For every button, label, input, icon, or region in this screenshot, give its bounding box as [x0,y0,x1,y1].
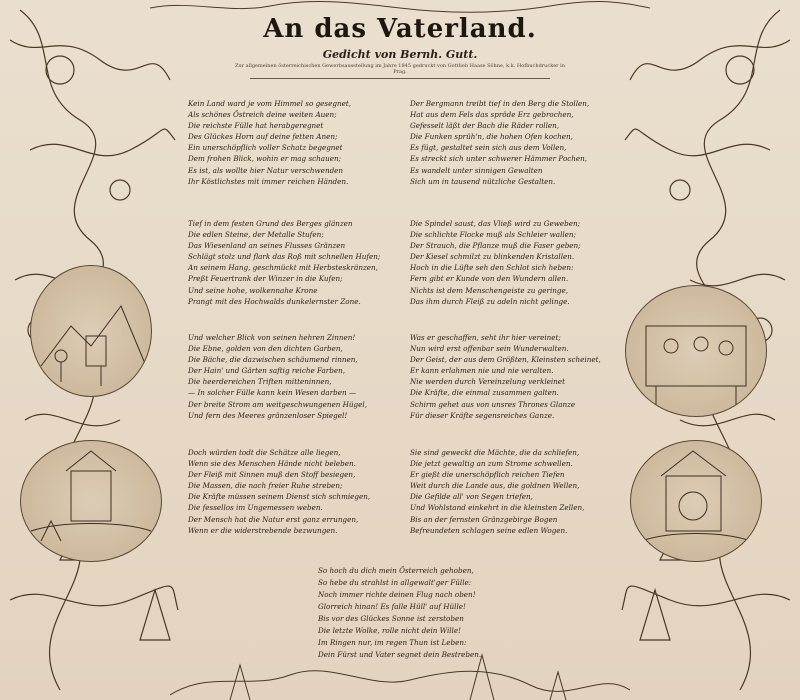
vignette-right-lower-scene [630,440,762,562]
verse-line: Die Spindel saust, das Vließ wird zu Geweben; [410,219,581,228]
verse-line: Befreundeten schlagen seine edlen Wogen. [410,525,568,535]
verse-line: Bis an der fernsten Gränzgebirge Bogen [410,514,558,524]
verse-line: Die Ebne, golden von den dichten Garben, [188,344,343,354]
verse-line: Was er geschaffen, seht ihr hier vereinet; [410,333,561,342]
verse-line: Die Bäche, die dazwischen schäumend rinnen, [188,355,358,365]
verse-line: Die Massen, die nach freier Ruhe streben; [188,481,343,491]
verse-line: Sich um in tausend nützliche Gestalten. [410,176,556,186]
verse-line: Die Kräfte, die einmal zusammen galten. [410,388,559,398]
verse-line: Schlägt stolz und flark das Roß mit schnellen Hufen; [188,252,381,262]
stanza-left-2 [188,218,380,307]
verse-line: Es streckt sich unter schwerer Hämmer Pochen, [410,154,588,164]
verse-line: So hebe du strahlst in allgewalt'ger Fülle: [318,578,472,587]
verse-line: Die fessellos im Ungemessen weben. [188,503,323,513]
verse-line: Tief in dem festen Grund des Berges glänzen [188,219,353,228]
verse-line: Sie sind geweckt die Mächte, die da schliefen, [410,448,580,457]
vignette-left-lower-scene [20,440,162,562]
verse-line: Es wandelt unter sinnigen Gewalten [410,165,543,175]
verse-line: Des Glückes Horn auf deine fetten Anen; [188,132,338,142]
verse-line: Die jetzt gewaltig an zum Strome schwellen. [410,459,573,469]
verse-line: Die edlen Steine, der Metalle Stufen; [188,230,324,240]
verse-line: Preßt Feuertrank der Winzer in die Kufen; [188,274,343,284]
verse-line: Glorreich hinan! Es falle Hüll' auf Hülle! [318,602,466,611]
verse-line: Noch immer richte deinen Flug nach oben! [318,590,476,599]
verse-line: Und fern des Meeres gränzenloser Spiegel! [188,410,348,420]
verse-line: An seinem Hang, geschmückt mit Herbsteskränzen, [188,263,378,273]
verse-line: Er kann erlahmen nie und nie veralten. [410,366,554,376]
verse-line: Es ist, als wollte hier Natur verschwenden [188,165,344,175]
verse-line: Die letzte Wolke, rolle nicht dein Wille! [318,626,461,635]
verse-line: Für dieser Kräfte segensreiches Ganze. [410,410,555,420]
verse-line: So hoch du dich mein Österreich gehoben, [318,566,474,575]
dedication-line: Zur allgemeinen österreichischen Gewerbsausstellung im Jahre 1845 gedruckt von Gottlieb Haase Söhne, k.k. Hofbuchdrucker in Prag. [235,63,565,75]
verse-line: Wenn sie des Menschen Hände nicht beleben. [188,459,356,469]
verse-line: Wenn er die widerstrebende bezwungen. [188,525,338,535]
verse-line: Die heerdereichen Triften mitteninnen, [188,377,332,387]
verse-line: Schirm gehet aus von unsres Thrones Glanze [410,399,576,409]
verse-line: Der Strauch, die Pflanze muß die Faser geben; [410,241,581,251]
verse-line: Hat aus dem Fels das spröde Erz gebrochen, [410,110,574,120]
verse-line: Dein Fürst und Vater segnet dein Bestreben. [318,650,482,659]
verse-line: Das Wiesenland an seines Flusses Gränzen [188,241,346,251]
verse-line: Der Mensch hat die Natur erst ganz errungen, [188,514,359,524]
verse-line: Nie werden durch Vereinzelung verkleinet [410,377,565,387]
verse-line: Bis vor des Glückes Sonne ist zerstoben [318,614,464,623]
verse-line: Prangt mit des Hochwalds dunkelernster Zone. [188,296,361,306]
verse-line: Das ihm durch Fleiß zu adeln nicht gelinge. [410,296,570,306]
verse-line: Als schönes Östreich deine weiten Auen; [188,110,337,120]
verse-line: Der Bergmann treibt tief in den Berg die Stollen, [410,99,590,108]
verse-line: Und Wohlstand einkehrt in die kleinsten Zellen, [410,503,585,513]
stanza-right-3 [410,332,601,421]
verse-line: Die reichste Fülle hat herabgeregnet [188,121,324,131]
verse-line: Die Kräfte müssen seinem Dienst sich schmiegen, [188,492,371,502]
vignette-right-upper-scene [625,285,767,417]
top-ornament [150,0,650,14]
verse-line: Kein Land ward je vom Himmel so gesegnet, [188,99,352,108]
verse-line: Es fügt, gestaltet sein sich aus dem Vollen, [410,143,567,153]
verse-line: Dem frohen Blick, wohin er mag schauen; [188,154,342,164]
verse-line: Der Fleiß mit Sinnen muß den Stoff besiegen, [188,470,356,480]
verse-line: Die schlichte Flocke muß als Schleier wallen; [410,230,576,240]
verse-line: Ihr Köstlichstes mit immer reichen Händen. [188,176,349,186]
verse-line: Der Hain' und Gärten saftig reiche Farben, [188,366,346,376]
stanza-right-1 [410,98,589,187]
verse-line: Die Funken sprüh'n, die hohen Ofen kochen, [410,132,573,142]
vignette-left-upper-scene [30,265,152,397]
verse-line: Hoch in die Lüfte seh den Schlot sich heben: [410,263,574,273]
stanza-final [318,565,481,661]
verse-line: Die Gefilde all' von Segen triefen, [410,492,533,502]
verse-line: Er gießt die unerschöpflich reichen Tiefen [410,470,565,480]
poem-title: An das Vaterland. [263,14,537,44]
header-rule [250,78,550,79]
verse-line: Der Geist, der aus dem Größten, Kleinsten scheinet, [410,355,601,365]
verse-line: Der Kiesel schmilzt zu blinkenden Kristallen. [410,252,575,262]
verse-line: Fern gibt er Kunde von den Wundern allen. [410,274,569,284]
poem-author: Gedicht von Bernh. Gutt. [322,48,478,61]
verse-line: Nun wird erst offenbar sein Wunderwalten. [410,344,569,354]
verse-line: Und seine hohe, wolkennahe Krone [188,285,318,295]
verse-line: Doch würden todt die Schätze alle liegen, [188,448,341,457]
stanza-right-4 [410,447,584,536]
verse-line: Gefesselt läßt der Bach die Räder rollen, [410,121,560,131]
verse-line: Der breite Strom am weitgeschwungenen Hügel, [188,399,367,409]
verse-line: Weit durch die Lande aus, die goldnen Wellen, [410,481,580,491]
verse-line: Im Ringen nur, im regen Thun ist Leben: [318,638,467,647]
verse-line: — In solcher Fülle kann kein Wesen darben — [188,388,357,398]
verse-line: Und welcher Blick von seinen hehren Zinnen! [188,333,356,342]
verse-line: Ein unerschöpflich voller Schatz begegnet [188,143,343,153]
stanza-left-4 [188,447,370,536]
stanza-right-2 [410,218,581,307]
verse-line: Nichts ist dem Menschengeiste zu geringe, [410,285,569,295]
stanza-left-1 [188,98,351,187]
stanza-left-3 [188,332,367,421]
